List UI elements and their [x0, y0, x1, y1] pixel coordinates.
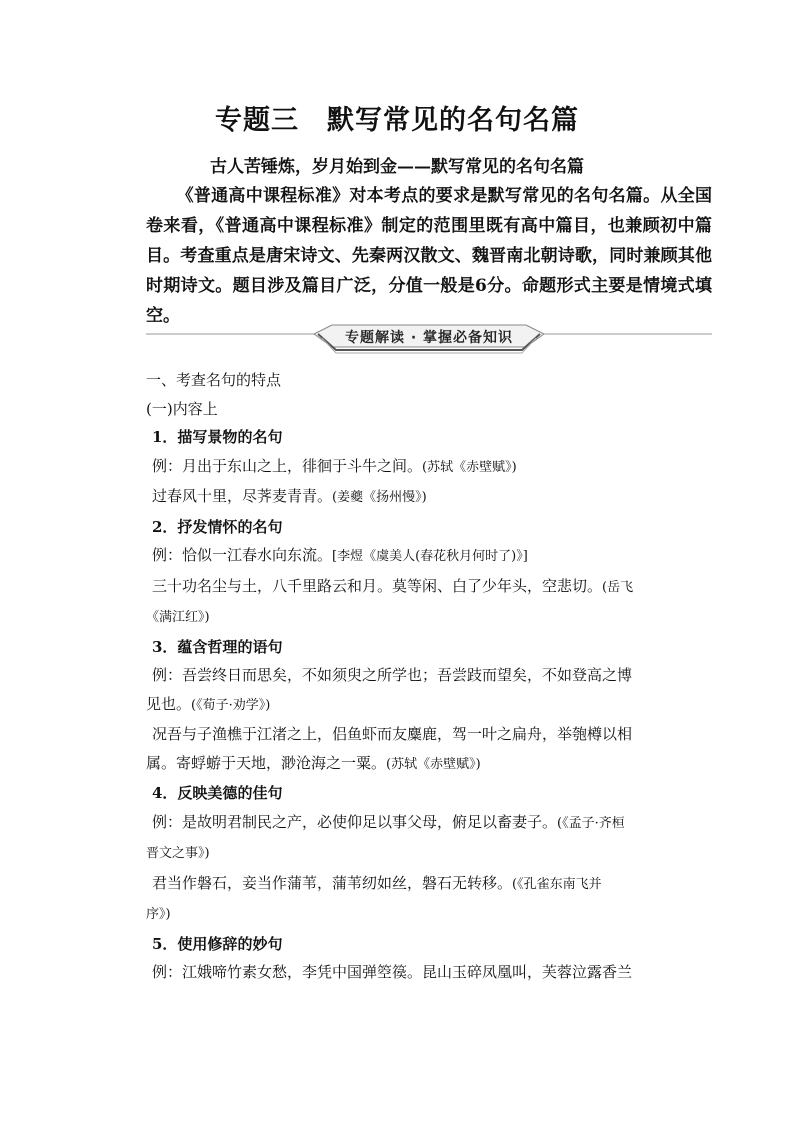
example-source: [李煜《虞美人(春花秋月何时了)》]: [332, 549, 528, 564]
example-text: 例：恰似一江春水向东流。: [152, 546, 333, 564]
example-source: 《满江红》): [146, 610, 210, 625]
example-line: [146, 808, 712, 839]
example-line: 况吾与子渔樵于江渚之上，侣鱼虾而友麋鹿，驾一叶之扁舟，举匏樽以相: [152, 725, 633, 743]
page-title: 专题三 默写常见的名句名篇: [215, 105, 579, 136]
section-banner: [146, 322, 712, 356]
example-text: 例：是故明君制民之产，必使仰足以事父母，俯足以畜妻子。: [152, 812, 558, 831]
page-subtitle: 古人苦锤炼，岁月始到金——默写常见的名句名篇: [210, 157, 584, 177]
subsection-heading: (一)内容上: [146, 399, 218, 418]
example-line: [146, 482, 712, 513]
example-source: (《孟子·齐桓: [557, 815, 625, 831]
category-title: 5．使用修辞的妙句: [152, 934, 283, 953]
example-text: 见也。: [146, 694, 192, 713]
content-body: [146, 366, 712, 987]
example-source: (岳飞: [602, 579, 634, 595]
example-line: 例：吾尝终日而思矣，不如须臾之所学也；吾尝跂而望矣，不如登高之博: [152, 666, 633, 684]
example-line: [146, 572, 712, 603]
example-source: (《荀子·劝学》): [191, 697, 271, 713]
category-title: 2．抒发情怀的名句: [152, 517, 283, 536]
example-line: [146, 602, 712, 633]
example-line: 例：江娥啼竹素女愁，李凭中国弹箜篌。昆山玉碎凤凰叫，芙蓉泣露香兰: [152, 963, 633, 981]
category-title: 1．描写景物的名句: [152, 428, 283, 446]
example-source: (《孔雀东南飞并: [512, 876, 602, 892]
example-text: 例：月出于东山之上，徘徊于斗牛之间。: [152, 456, 423, 475]
example-source: (苏轼《赤壁赋》): [422, 459, 517, 475]
example-line: [146, 838, 712, 869]
section-heading: 一、考查名句的特点: [146, 371, 282, 389]
example-line: [146, 899, 712, 930]
example-source: (姜夔《扬州慢》): [332, 490, 427, 505]
banner-label: 专题解读 · 掌握必备知识: [344, 330, 514, 346]
example-text: 三十功名尘与土，八千里路云和月。莫等闲、白了少年头，空悲切。: [152, 576, 603, 595]
example-line: [146, 869, 712, 900]
example-text: 属。寄蜉蝣于天地，渺沧海之一粟。: [146, 753, 387, 772]
example-source: 晋文之事》): [146, 846, 210, 861]
example-line: [146, 452, 712, 483]
example-text: 君当作磐石，妾当作蒲苇，蒲苇纫如丝，磐石无转移。: [152, 873, 513, 892]
example-source: 序》): [146, 907, 171, 922]
example-text: 过春风十里，尽荠麦青青。: [152, 487, 333, 505]
category-title: 3．蕴含哲理的语句: [152, 637, 283, 656]
example-line: [146, 749, 712, 780]
intro-paragraph: 《普通高中课程标准》对本考点的要求是默写常见的名句名篇。从全国卷来看，《普通高中课程标准》制定的范围里既有高中篇目，也兼顾初中篇目。考查重点是唐宋诗文、先秦两汉散文、魏晋南北朝诗歌，同时兼顾其他时期诗文。题目涉及篇目广泛，分值一般是6分。命题形式主要是情境式填空。: [146, 186, 712, 326]
example-source: (苏轼《赤壁赋》): [386, 756, 481, 772]
example-line: [146, 690, 712, 721]
category-title: 4．反映美德的佳句: [152, 784, 283, 802]
example-line: [146, 541, 712, 572]
